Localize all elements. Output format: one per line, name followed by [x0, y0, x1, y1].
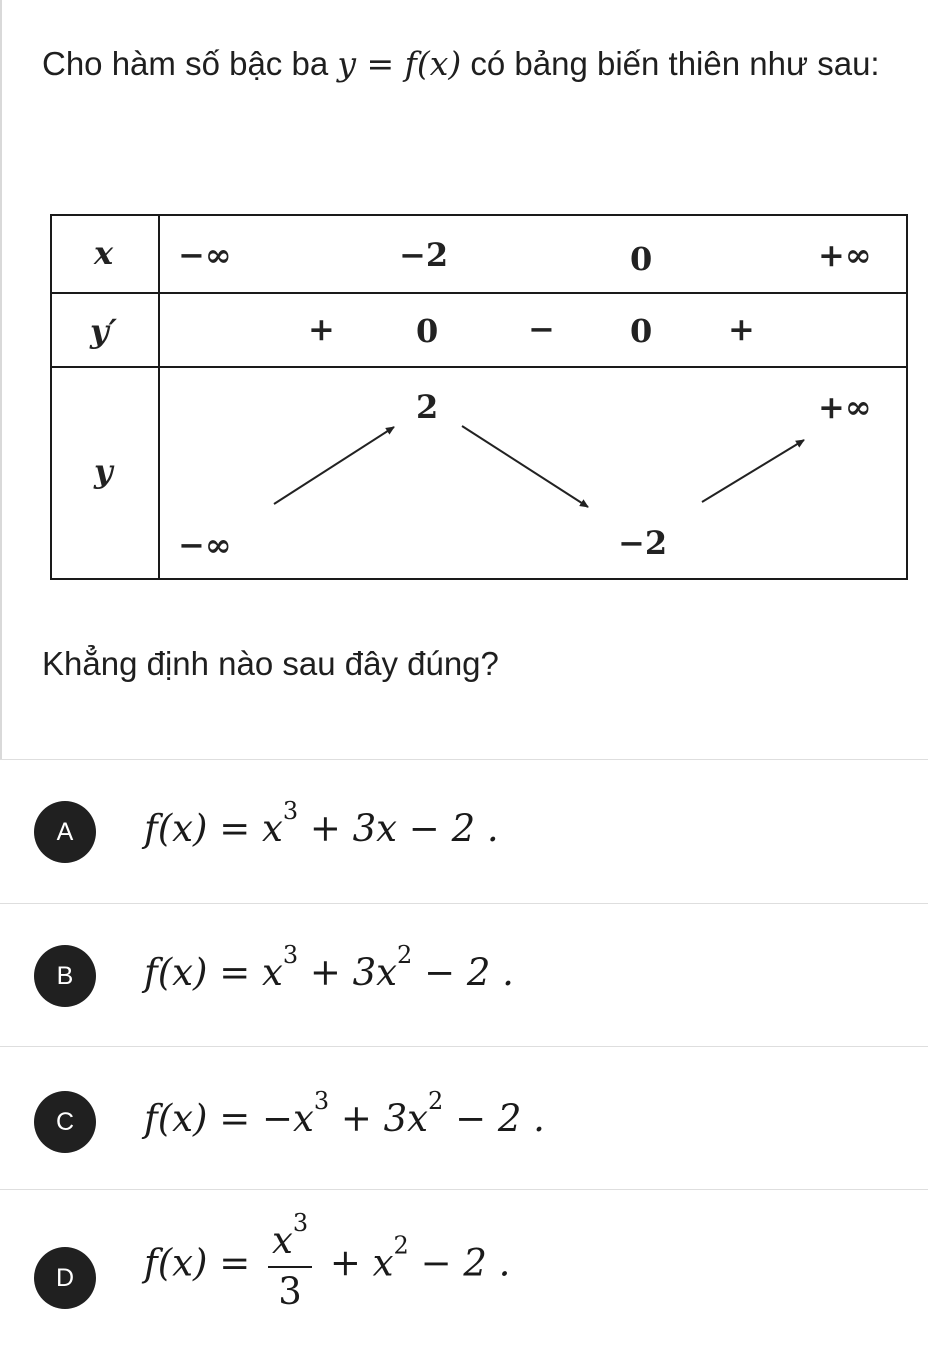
x-value: 0: [630, 240, 653, 278]
option-b-formula: $f(x) = x^3 + 3x^2 - 2$ .: [144, 941, 514, 994]
derivative-zero: 0: [630, 312, 653, 350]
y-end-value: +∞: [818, 388, 872, 426]
option-a-formula: $f(x) = x^3 + 3x - 2$ .: [144, 797, 499, 850]
derivative-sign: +: [728, 310, 755, 348]
row-label-y-prime: y′: [90, 312, 118, 350]
divider: [0, 903, 928, 904]
arrow-increasing-2: [702, 440, 804, 502]
divider: [0, 759, 928, 760]
variation-arrows: [52, 216, 908, 580]
prompt-text: Khẳng định nào sau đây đúng?: [42, 645, 499, 682]
option-d-badge[interactable]: D: [34, 1247, 96, 1309]
function-notation: y = f(x): [337, 44, 462, 83]
divider: [0, 1189, 928, 1190]
variation-table: [50, 214, 908, 580]
y-start-value: −∞: [178, 526, 232, 564]
row-label-x: x: [94, 234, 114, 272]
y-max-value: 2: [416, 388, 439, 426]
option-c[interactable]: [34, 1087, 894, 1161]
x-value: −∞: [178, 236, 232, 274]
option-b[interactable]: [34, 941, 894, 1015]
divider: [0, 1046, 928, 1047]
option-a-badge[interactable]: A: [34, 801, 96, 863]
arrow-increasing-1: [274, 427, 394, 504]
option-c-badge[interactable]: C: [34, 1091, 96, 1153]
x-value: −2: [399, 236, 449, 274]
option-b-badge[interactable]: B: [34, 945, 96, 1007]
x-value: +∞: [818, 236, 872, 274]
row-label-y: y: [94, 452, 113, 490]
arrow-decreasing: [462, 426, 588, 507]
option-a[interactable]: [34, 797, 894, 871]
option-d[interactable]: [34, 1209, 894, 1317]
fraction: $\frac{x^3}{3}$: [268, 1219, 312, 1313]
derivative-zero: 0: [416, 312, 439, 350]
y-min-value: −2: [618, 524, 668, 562]
option-d-formula: f(x) = $\frac{x^3}{3}$ + $x^2 - 2$ .: [144, 1209, 511, 1313]
question-text: Cho hàm số bậc ba y = f(x) có bảng biến thiên như sau:: [42, 44, 880, 83]
option-c-formula: $f(x) = -x^3 + 3x^2 - 2$ .: [144, 1087, 545, 1140]
derivative-sign: −: [528, 310, 555, 348]
left-border-line: [0, 0, 2, 760]
derivative-sign: +: [308, 310, 335, 348]
